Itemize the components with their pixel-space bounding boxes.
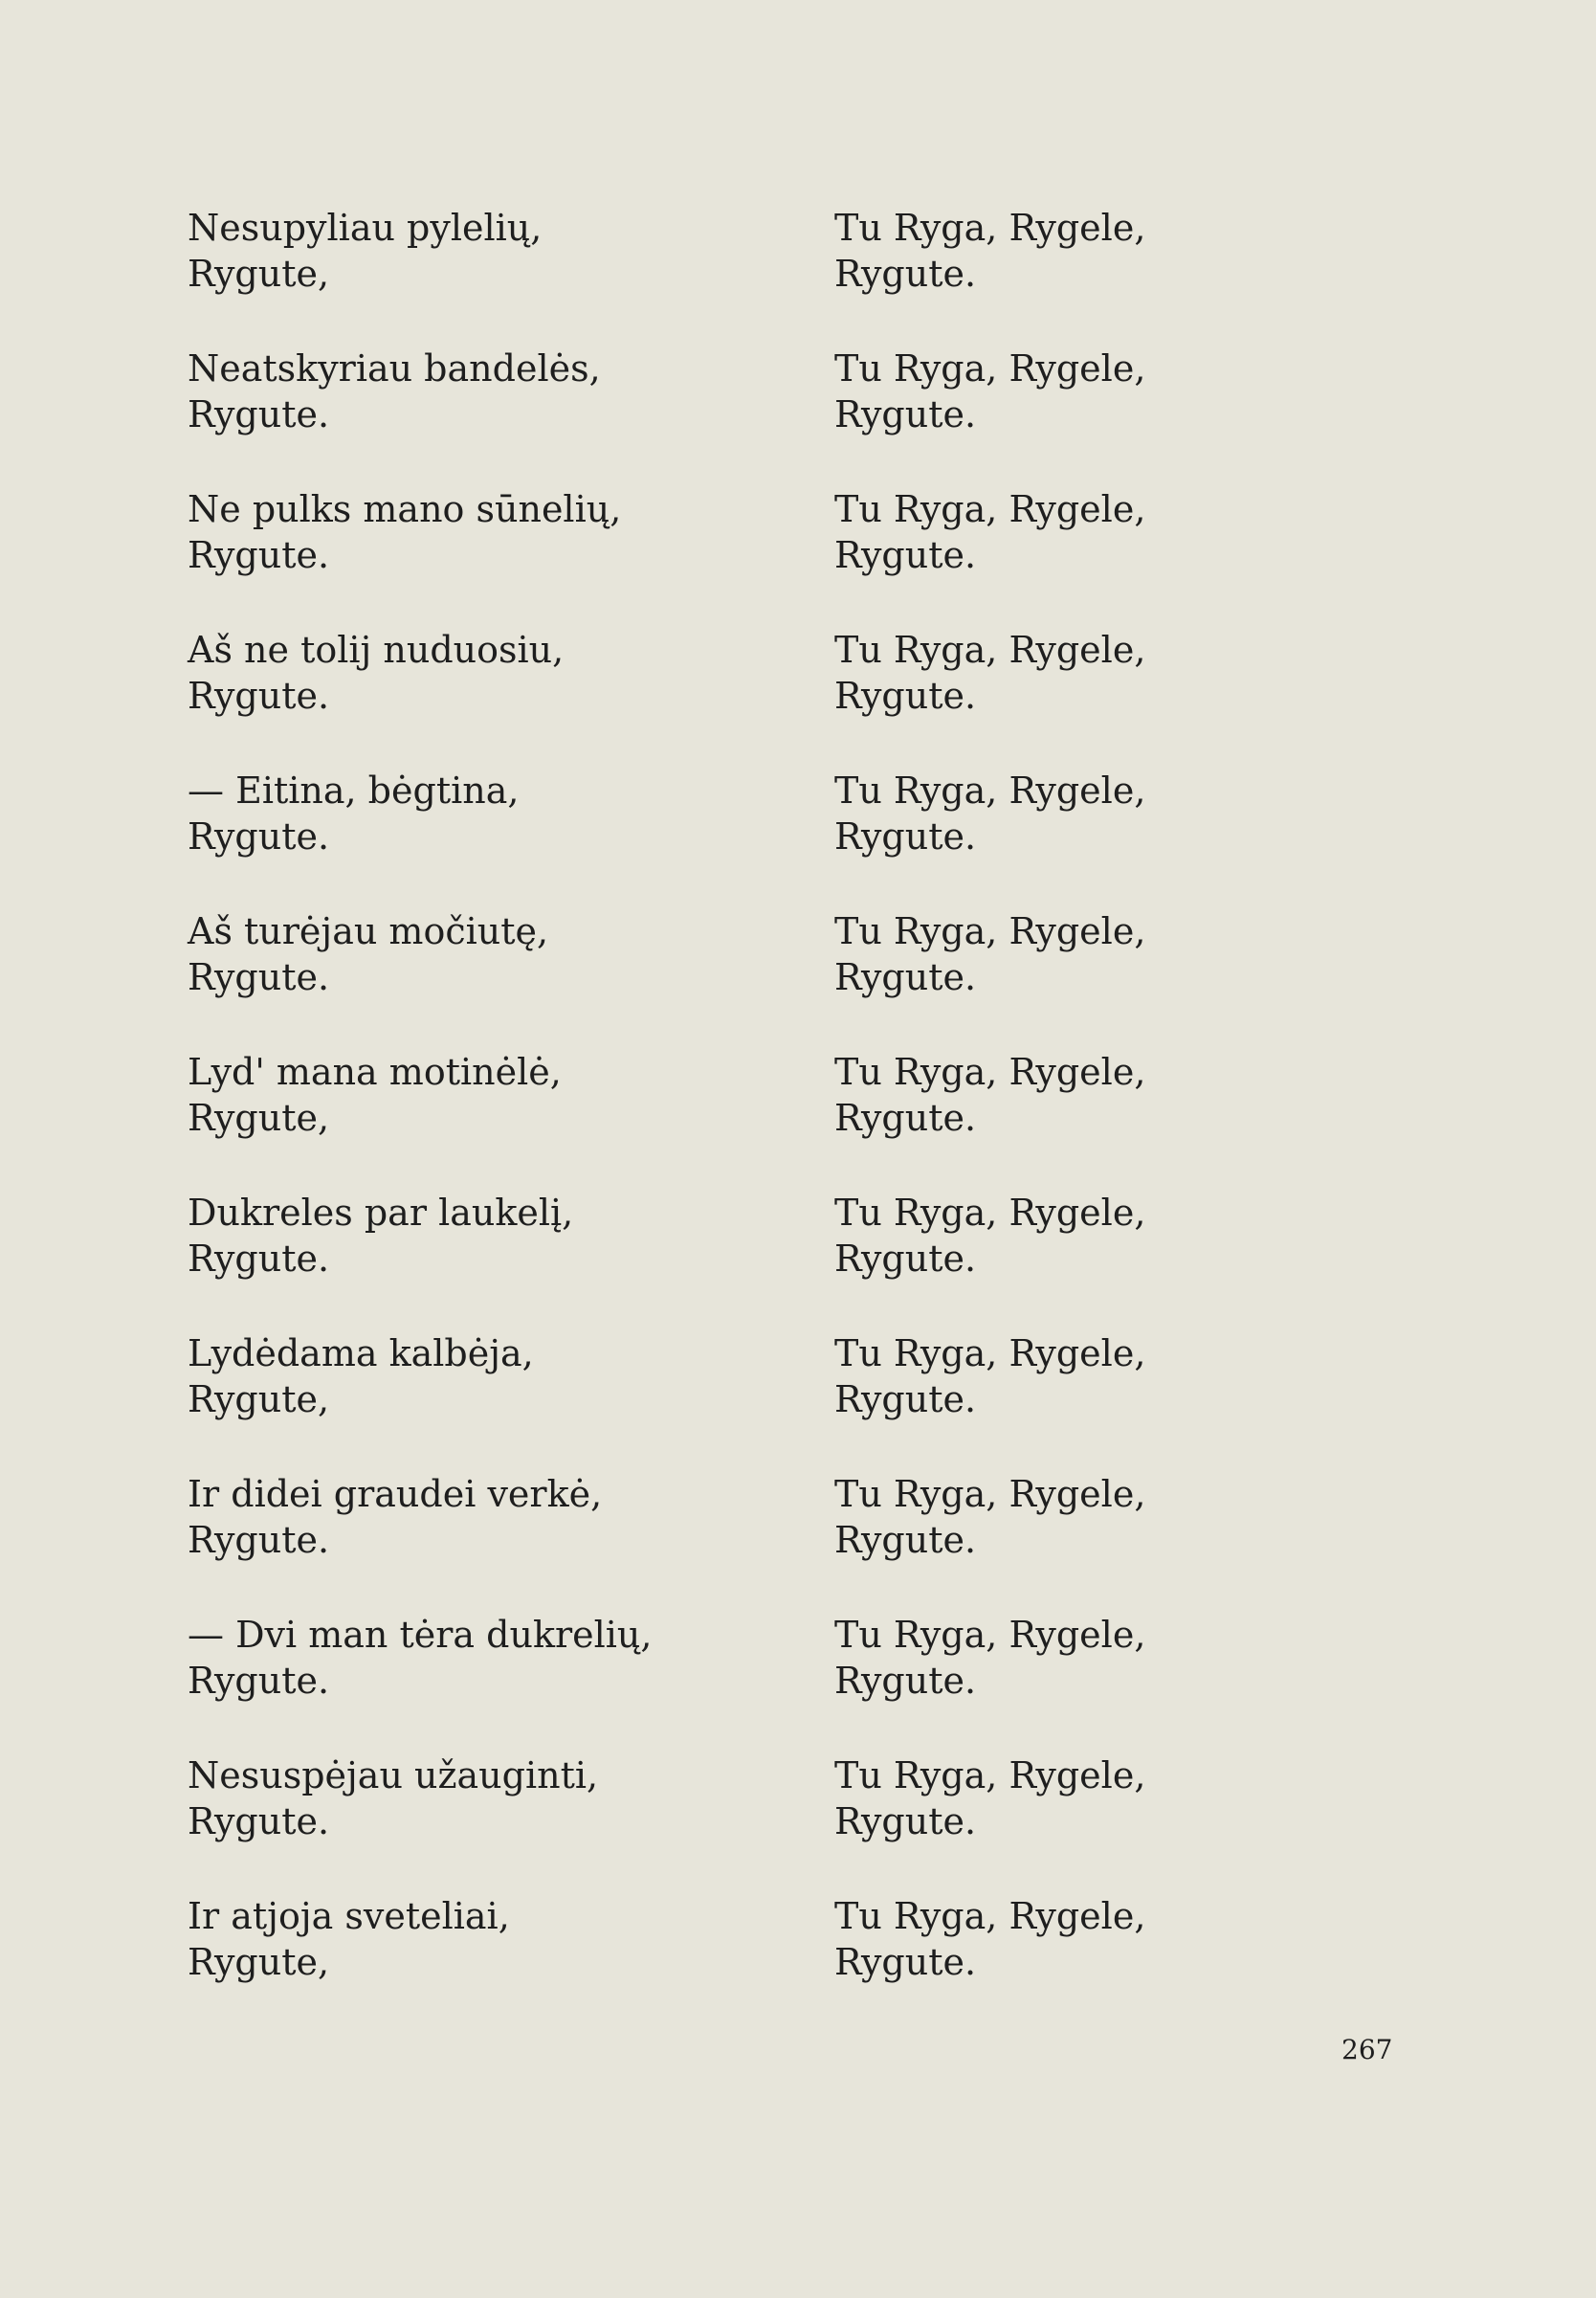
refrain-line: Rygute.	[188, 1800, 330, 1842]
refrain-line: Rygute.	[188, 1519, 330, 1561]
left-stanza	[188, 1612, 834, 1704]
refrain-line: Rygute.	[188, 675, 330, 717]
verse-line: Aš turėjau močiutę,	[188, 910, 549, 952]
right-refrain	[834, 768, 1240, 859]
verse-line: Ir atjoja sveteliai,	[188, 1895, 510, 1937]
left-stanza	[188, 908, 834, 1000]
right-refrain	[834, 1893, 1240, 1985]
refrain-line: Rygute.	[188, 393, 330, 435]
verse-line: Ne pulks mano sūnelių,	[188, 488, 622, 530]
verse-line: Lyd' mana motinėlė,	[188, 1051, 562, 1093]
verse-line: Neatskyriau bandelės,	[188, 347, 601, 390]
song-verses	[188, 205, 1240, 1985]
left-stanza	[188, 205, 834, 297]
refrain-line: Rygute.	[188, 815, 330, 858]
left-stanza	[188, 1752, 834, 1844]
refrain-line: Tu Ryga, Rygele,	[834, 770, 1146, 812]
verse-line: Ir didei graudei verkė,	[188, 1473, 603, 1515]
right-refrain	[834, 1190, 1240, 1282]
refrain-line: Rygute,	[188, 1941, 330, 1983]
refrain-line: Tu Ryga, Rygele,	[834, 1614, 1146, 1656]
refrain-line: Rygute.	[834, 253, 977, 295]
verse-line: Nesuspėjau užauginti,	[188, 1754, 599, 1796]
right-refrain	[834, 1330, 1240, 1422]
verse-line: Dukreles par laukelį,	[188, 1192, 574, 1234]
left-stanza	[188, 1330, 834, 1422]
refrain-line: Rygute.	[834, 675, 977, 717]
refrain-line: Tu Ryga, Rygele,	[834, 1332, 1146, 1374]
refrain-line: Tu Ryga, Rygele,	[834, 629, 1146, 671]
refrain-line: Rygute.	[188, 956, 330, 998]
refrain-line: Tu Ryga, Rygele,	[834, 207, 1146, 249]
verse-line: — Dvi man tėra dukrelių,	[188, 1614, 653, 1656]
left-stanza	[188, 1049, 834, 1141]
refrain-line: Rygute,	[188, 253, 330, 295]
refrain-line: Rygute.	[834, 1378, 977, 1420]
left-stanza	[188, 768, 834, 859]
right-refrain	[834, 1471, 1240, 1563]
left-stanza	[188, 346, 834, 437]
refrain-line: Tu Ryga, Rygele,	[834, 910, 1146, 952]
refrain-line: Rygute.	[834, 1800, 977, 1842]
right-refrain	[834, 486, 1240, 578]
refrain-line: Rygute.	[834, 1238, 977, 1280]
refrain-line: Rygute,	[188, 1097, 330, 1139]
left-stanza	[188, 486, 834, 578]
right-refrain	[834, 205, 1240, 297]
refrain-line: Tu Ryga, Rygele,	[834, 1895, 1146, 1937]
refrain-line: Tu Ryga, Rygele,	[834, 1473, 1146, 1515]
right-refrain	[834, 346, 1240, 437]
verse-line: Nesupyliau pylelių,	[188, 207, 543, 249]
refrain-line: Tu Ryga, Rygele,	[834, 1754, 1146, 1796]
refrain-line: Rygute.	[834, 1519, 977, 1561]
verse-line: — Eitina, bėgtina,	[188, 770, 520, 812]
refrain-line: Rygute.	[188, 534, 330, 576]
refrain-line: Rygute.	[834, 956, 977, 998]
refrain-line: Tu Ryga, Rygele,	[834, 1051, 1146, 1093]
left-stanza	[188, 1190, 834, 1282]
refrain-line: Rygute.	[188, 1660, 330, 1702]
refrain-line: Rygute.	[188, 1238, 330, 1280]
left-stanza	[188, 1471, 834, 1563]
refrain-line: Rygute,	[188, 1378, 330, 1420]
left-stanza	[188, 1893, 834, 1985]
refrain-line: Rygute.	[834, 1941, 977, 1983]
right-refrain	[834, 1752, 1240, 1844]
right-refrain	[834, 908, 1240, 1000]
right-refrain	[834, 1612, 1240, 1704]
right-refrain	[834, 627, 1240, 719]
verse-line: Aš ne tolij nuduosiu,	[188, 629, 565, 671]
refrain-line: Rygute.	[834, 815, 977, 858]
refrain-line: Rygute.	[834, 1097, 977, 1139]
verse-line: Lydėdama kalbėja,	[188, 1332, 534, 1374]
refrain-line: Tu Ryga, Rygele,	[834, 1192, 1146, 1234]
refrain-line: Tu Ryga, Rygele,	[834, 347, 1146, 390]
refrain-line: Rygute.	[834, 1660, 977, 1702]
left-stanza	[188, 627, 834, 719]
refrain-line: Rygute.	[834, 534, 977, 576]
refrain-line: Rygute.	[834, 393, 977, 435]
right-refrain	[834, 1049, 1240, 1141]
page-number: 267	[1341, 2034, 1393, 2065]
refrain-line: Tu Ryga, Rygele,	[834, 488, 1146, 530]
